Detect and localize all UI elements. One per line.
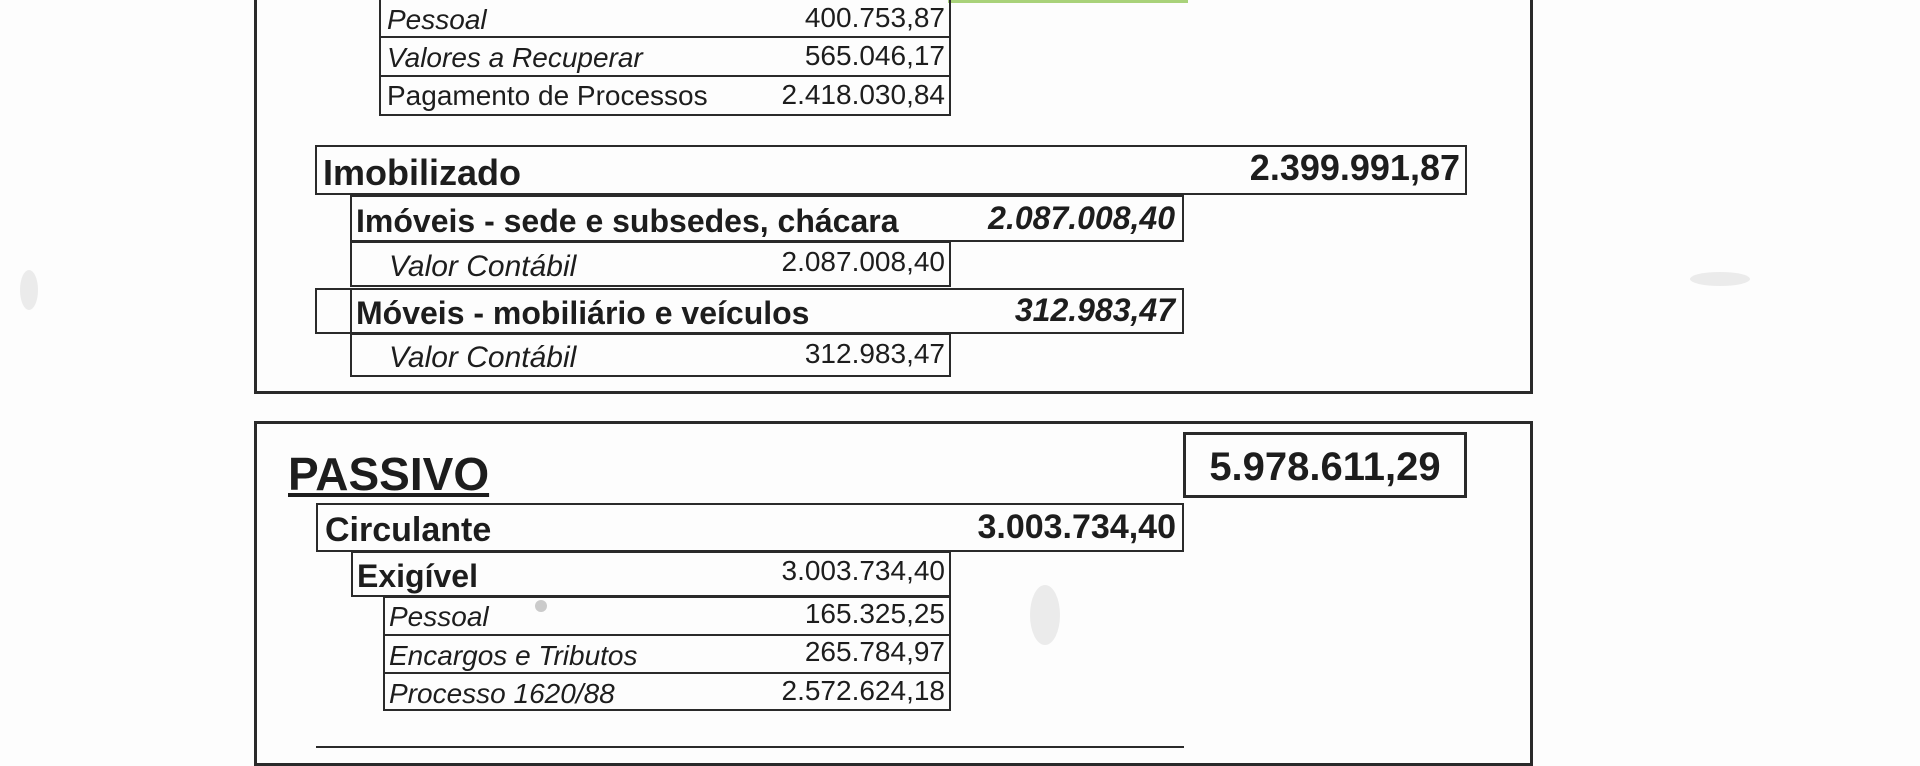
- passivo-item-label: Encargos e Tributos: [389, 640, 638, 671]
- list-item-label: Pessoal: [387, 4, 487, 35]
- scan-smudge: [20, 270, 38, 310]
- imoveis-sub-value: 2.087.008,40: [781, 246, 945, 277]
- moveis-sub-label: Valor Contábil: [389, 341, 577, 374]
- passivo-item-label: Pessoal: [389, 601, 489, 632]
- circulante-label: Circulante: [325, 511, 492, 549]
- passivo-total: 5.978.611,29: [1209, 445, 1441, 489]
- imoveis-sub-label: Valor Contábil: [389, 250, 577, 283]
- exigivel-label: Exigível: [357, 558, 478, 594]
- moveis-sub-value: 312.983,47: [804, 338, 945, 369]
- list-item-value: 565.046,17: [804, 40, 945, 71]
- moveis-value: 312.983,47: [1014, 292, 1175, 328]
- scan-smudge: [1690, 272, 1750, 286]
- imobilizado-label: Imobilizado: [323, 152, 521, 193]
- imobilizado-total: 2.399.991,87: [1249, 147, 1460, 188]
- list-item-value: 400.753,87: [804, 2, 945, 33]
- next-section-edge: [316, 746, 1184, 748]
- moveis-label: Móveis - mobiliário e veículos: [356, 295, 810, 331]
- list-item-label: Valores a Recuperar: [387, 42, 643, 73]
- top-highlight: [948, 0, 1188, 3]
- passivo-item-value: 165.325,25: [804, 598, 945, 629]
- passivo-title: PASSIVO: [288, 448, 490, 500]
- passivo-item-label: Processo 1620/88: [389, 678, 615, 709]
- passivo-item-value: 2.572.624,18: [781, 675, 945, 706]
- imoveis-value: 2.087.008,40: [988, 200, 1175, 236]
- imoveis-label: Imóveis - sede e subsedes, chácara: [356, 203, 899, 239]
- list-item-value: 2.418.030,84: [781, 79, 945, 110]
- passivo-item-value: 265.784,97: [804, 636, 945, 667]
- circulante-value: 3.003.734,40: [977, 508, 1176, 546]
- exigivel-value: 3.003.734,40: [781, 555, 945, 586]
- list-item-label: Pagamento de Processos: [387, 80, 708, 111]
